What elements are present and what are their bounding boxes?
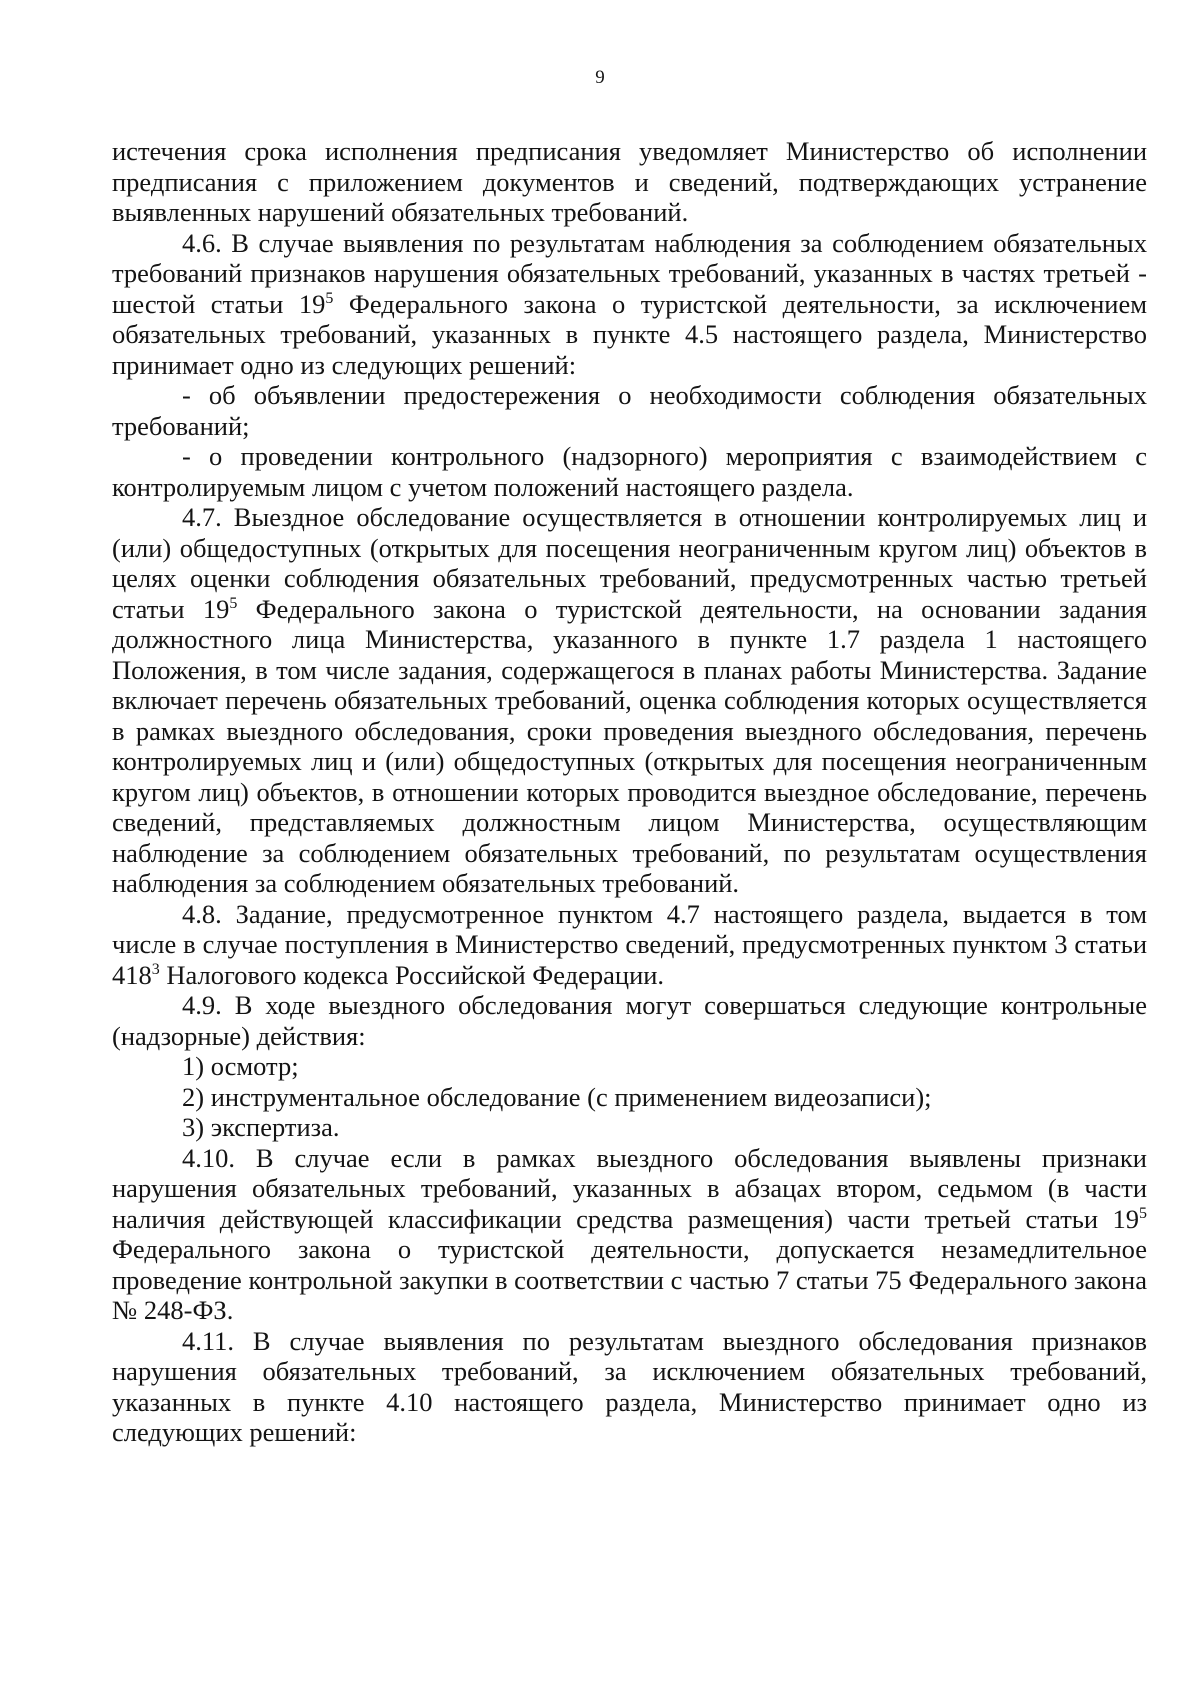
superscript: 5 (325, 289, 334, 307)
paragraph-text: Федерального закона о туристской деятельности, допускается незамедлительное проведение контрольной закупки в соответствии с частью 7 статьи 75 Федерального закона № 248-ФЗ. (112, 1234, 1147, 1325)
paragraph (112, 502, 1147, 899)
paragraph: 2) инструментальное обследование (с применением видеозаписи); (182, 1081, 932, 1112)
paragraph: - об объявлении предостережения о необходимости соблюдения обязательных требований; (112, 380, 1147, 441)
paragraph-text: Налогового кодекса Российской Федерации. (159, 959, 665, 990)
superscript: 5 (1139, 1204, 1147, 1222)
paragraph (112, 899, 1147, 991)
paragraph-text: Федерального закона о туристской деятельности, за исключением обязательных требований, указанных в пункте 4.5 настоящего раздела, Министерство принимает одно из следующих решений: (112, 288, 1148, 380)
paragraph: 4.9. В ходе выездного обследования могут совершаться следующие контрольные (надзорные) действия: (112, 990, 1147, 1051)
page-number: 9 (595, 67, 605, 88)
paragraph-text: 4.7. Выездное обследование осуществляется в отношении контролируемых лиц и (или) общедоступных (открытых для посещения неограниченным кругом лиц) объектов в целях оценки соблюдения обязательных требований, предусмотренных частью третьей статьи 19 (112, 502, 1147, 624)
paragraph-text: Федерального закона о туристской деятельности, на основании задания должностного лица Министерства, указанного в пункте 1.7 раздела 1 настоящего Положения, в том числе задания, содержащегося в планах работы Министерства. Задание включает перечень обязательных требований, оценка соблюдения которых осуществляется в рамках выездного обследования, сроки проведения выездного обследования, перечень контролируемых лиц и (или) общедоступных (открытых для посещения неограниченным кругом лиц) объектов, в отношении которых проводится выездное обследование, перечень сведений, представляемых должностным лицом Министерства, осуществляющим наблюдение за соблюдением обязательных требований, по результатам осуществления наблюдения за соблюдением обязательных требований. (112, 593, 1147, 898)
paragraph: 3) экспертиза. (182, 1112, 340, 1142)
document-body (112, 136, 1147, 1448)
paragraph (112, 1143, 1147, 1326)
paragraph: 1) осмотр; (182, 1051, 299, 1081)
superscript: 5 (229, 594, 238, 612)
paragraph: 4.11. В случае выявления по результатам выездного обследования признаков нарушения обязательных требований, за исключением обязательных требований, указанных в пункте 4.10 настоящего раздела, Министерство принимает одно из следующих решений: (112, 1325, 1147, 1447)
paragraph-text: 4.8. Задание, предусмотренное пунктом 4.7 настоящего раздела, выдается в том числе в случае поступления в Министерство сведений, предусмотренных пунктом 3 статьи 418 (112, 898, 1147, 990)
paragraph: истечения срока исполнения предписания уведомляет Министерство об исполнении предписания с приложением документов и сведений, подтверждающих устранение выявленных нарушений обязательных требований. (112, 136, 1147, 227)
paragraph-text: 4.6. В случае выявления по результатам наблюдения за соблюдением обязательных требований признаков нарушения обязательных требований, указанных в частях третьей - шестой статьи 19 (112, 227, 1147, 319)
superscript: 3 (151, 960, 160, 978)
paragraph (112, 228, 1147, 381)
paragraph-text: 4.10. В случае если в рамках выездного обследования выявлены признаки нарушения обязательных требований, указанных в абзацах втором, седьмом (в части наличия действующей классификации средства размещения) части третьей статьи 19 (112, 1142, 1147, 1234)
paragraph: - о проведении контрольного (надзорного) мероприятия с взаимодействием с контролируемым лицом с учетом положений настоящего раздела. (112, 441, 1147, 502)
